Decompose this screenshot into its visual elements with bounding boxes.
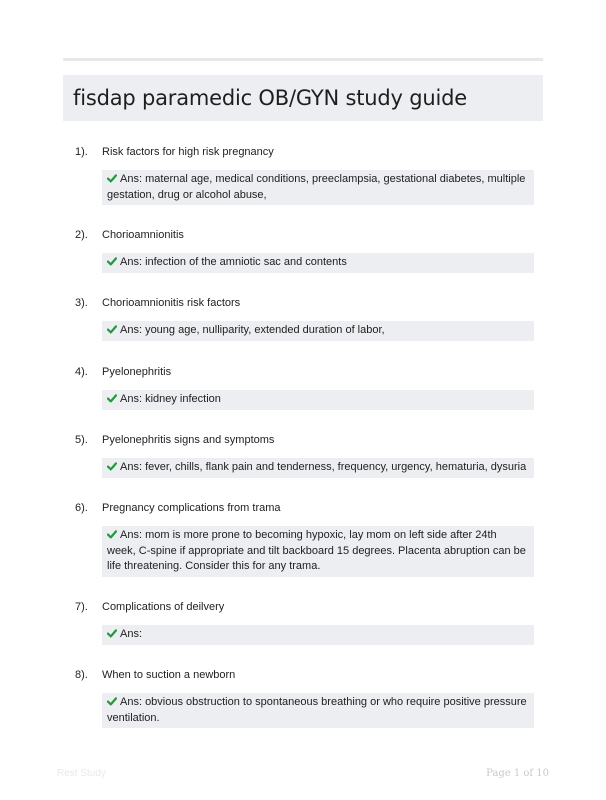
check-icon	[107, 462, 117, 471]
answer-box	[102, 625, 534, 645]
question-text: Complications of deilvery	[102, 601, 225, 613]
question-text: Pyelonephritis signs and symptoms	[102, 434, 275, 446]
answer-text: Ans: kidney infection	[120, 393, 221, 405]
question-number: 3).	[75, 297, 88, 309]
footer-brand: Rest Study	[57, 768, 106, 779]
answer-box	[102, 458, 534, 478]
question-number: 6).	[75, 502, 88, 514]
answer-text: Ans: obvious obstruction to spontaneous breathing or who require positive pressure ventilation.	[107, 696, 527, 724]
question-number: 2).	[75, 229, 88, 241]
page-title: fisdap paramedic OB/GYN study guide	[73, 86, 467, 110]
answer-box	[102, 693, 534, 728]
question-text: Chorioamnionitis risk factors	[102, 297, 241, 309]
check-icon	[107, 629, 117, 638]
answer-text: Ans: fever, chills, flank pain and tenderness, frequency, urgency, hematuria, dysuria	[120, 461, 527, 473]
check-icon	[107, 394, 117, 403]
answer-box	[102, 526, 534, 577]
question-text: Risk factors for high risk pregnancy	[102, 146, 274, 158]
question-text: Pregnancy complications from trama	[102, 502, 281, 514]
answer-box	[102, 390, 534, 410]
question-number: 1).	[75, 146, 88, 158]
top-divider	[63, 58, 543, 61]
answer-box	[102, 170, 534, 205]
page-indicator: Page 1 of 10	[486, 768, 549, 779]
check-icon	[107, 325, 117, 334]
answer-box	[102, 253, 534, 273]
question-number: 5).	[75, 434, 88, 446]
answer-text: Ans: infection of the amniotic sac and contents	[120, 256, 347, 268]
check-icon	[107, 257, 117, 266]
answer-text: Ans: maternal age, medical conditions, preeclampsia, gestational diabetes, multiple gestation, drug or alcohol abuse,	[107, 173, 526, 201]
question-text: When to suction a newborn	[102, 669, 236, 681]
question-text: Chorioamnionitis	[102, 229, 184, 241]
title-band	[63, 75, 543, 121]
answer-text: Ans: young age, nulliparity, extended duration of labor,	[120, 324, 385, 336]
check-icon	[107, 697, 117, 706]
question-number: 7).	[75, 601, 88, 613]
check-icon	[107, 530, 117, 539]
question-number: 8).	[75, 669, 88, 681]
answer-box	[102, 321, 534, 341]
answer-text: Ans: mom is more prone to becoming hypoxic, lay mom on left side after 24th week, C-spine if appropriate and tilt backboard 15 degrees. Placenta abruption can be life threatening. Consider this for any trama.	[107, 529, 526, 572]
check-icon	[107, 174, 117, 183]
question-text: Pyelonephritis	[102, 366, 172, 378]
answer-text: Ans:	[120, 628, 143, 640]
question-number: 4).	[75, 366, 88, 378]
